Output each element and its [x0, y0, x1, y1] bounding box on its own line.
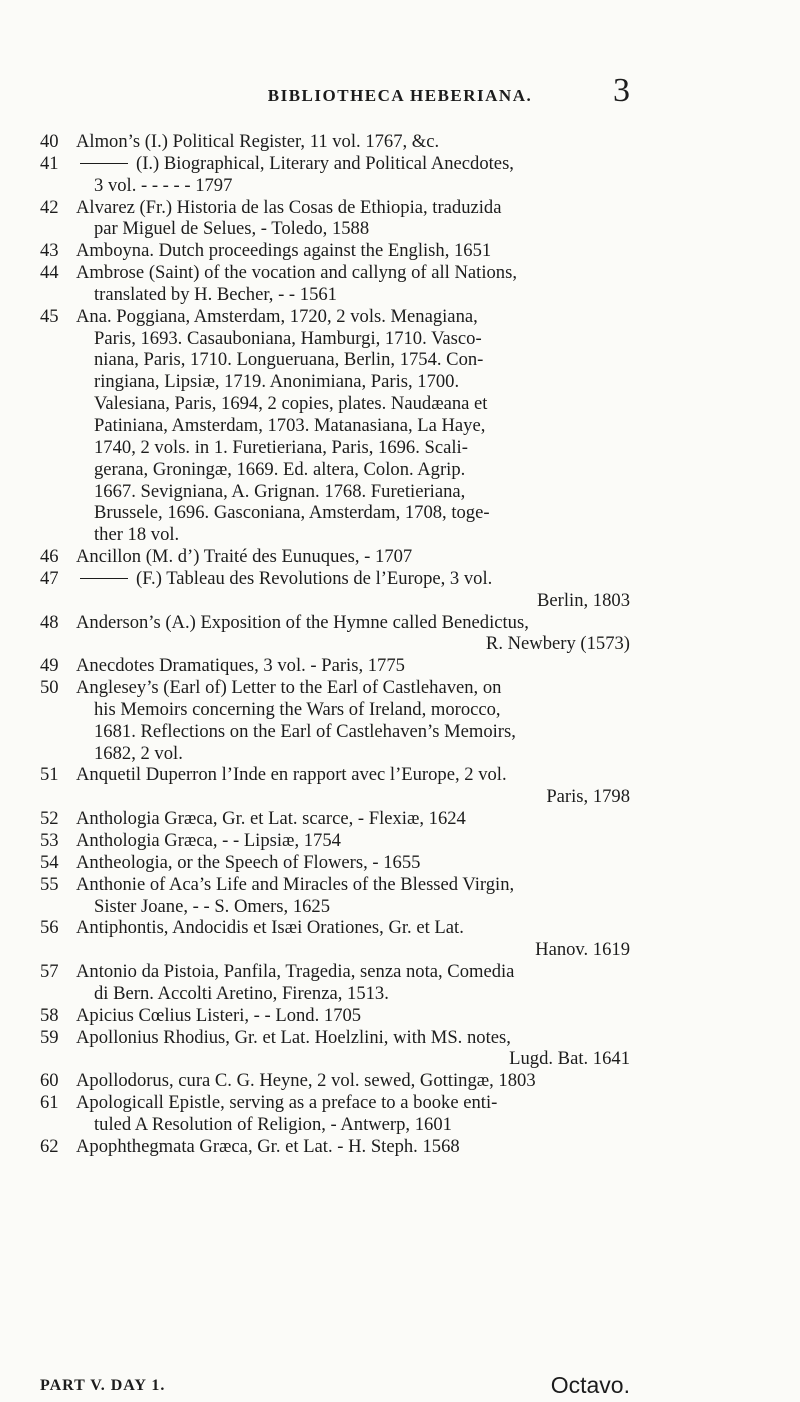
ditto-dash: [80, 578, 128, 579]
entry-text-content: niana, Paris, 1710. Longueruana, Berlin, 1754. Con-: [94, 349, 484, 371]
entry-text: [94, 699, 501, 721]
entry-text-content: Apicius Cœlius Listeri, - - Lond. 1705: [76, 1004, 362, 1026]
entry-number: 40: [40, 131, 59, 152]
entry-text: [76, 852, 420, 874]
entry-text-content: Apollodorus, cura C. G. Heyne, 2 vol. sewed, Gottingæ, 1803: [76, 1070, 536, 1092]
entry-number: 59: [40, 1026, 59, 1048]
entry-text-content: Antiphontis, Andocidis et Isæi Orationes, Gr. et Lat.: [76, 917, 464, 939]
entry-line: [40, 524, 630, 546]
entry-line: [40, 328, 630, 350]
entry-text: [76, 197, 501, 219]
entry-line: [40, 175, 630, 197]
entry-number: 60: [40, 1070, 59, 1092]
entry-text-content: Apologicall Epistle, serving as a preface to a booke enti-: [76, 1092, 498, 1114]
entry-text-content: R. Newbery (1573): [485, 633, 630, 655]
entry-text: [76, 153, 514, 175]
entry-text: [76, 1005, 361, 1027]
entry-text-content: Anquetil Duperron l’Inde en rapport avec l’Europe, 2 vol.: [76, 764, 507, 786]
catalogue-entry: [40, 677, 630, 764]
entry-line: [40, 197, 630, 219]
entry-line: [40, 786, 630, 808]
entry-text-content: Ambrose (Saint) of the vocation and callyng of all Nations,: [76, 262, 517, 284]
entry-text: [76, 874, 514, 896]
entry-text-content: Ancillon (M. d’) Traité des Eunuques, - 1707: [76, 546, 413, 568]
entry-text: [94, 1114, 452, 1136]
entry-text: [94, 393, 487, 415]
entry-text-content: 1681. Reflections on the Earl of Castlehaven’s Memoirs,: [94, 720, 516, 742]
catalogue-entry: [40, 306, 630, 546]
entry-text: [76, 1136, 460, 1158]
entry-text: [94, 983, 389, 1005]
entry-line: [40, 808, 630, 830]
entry-text: [76, 1092, 497, 1114]
entry-line: [40, 743, 630, 765]
entry-text: [76, 830, 341, 852]
entry-text: [94, 284, 337, 306]
entry-number: 49: [40, 655, 59, 677]
entry-text-content: di Bern. Accolti Aretino, Firenza, 1513.: [94, 982, 389, 1004]
entry-text-content: 1682, 2 vol.: [94, 742, 183, 764]
entry-text-content: Anthologia Græca, Gr. et Lat. scarce, - Flexiæ, 1624: [76, 808, 466, 830]
entry-line: [40, 415, 630, 437]
page-header: [0, 72, 800, 120]
entry-line: [40, 1114, 630, 1136]
entry-line: [40, 961, 630, 983]
page-number: 3: [613, 72, 630, 109]
catalogue-entry: [40, 852, 630, 874]
catalogue-entry: [40, 830, 630, 852]
entry-text: [94, 371, 459, 393]
entry-text: [486, 633, 630, 655]
entry-line: [40, 502, 630, 524]
entry-text-content: Antonio da Pistoia, Panfila, Tragedia, senza nota, Comedia: [76, 961, 515, 983]
entry-text: [76, 546, 412, 568]
entry-line: [40, 131, 630, 153]
catalogue-entry: [40, 568, 630, 612]
entry-line: [40, 153, 630, 175]
entry-text: [76, 1027, 511, 1049]
entry-line: [40, 721, 630, 743]
entry-number: 55: [40, 873, 59, 895]
entry-number: 48: [40, 611, 59, 633]
entry-text-content: Amboyna. Dutch proceedings against the English, 1651: [76, 240, 492, 262]
catalogue-entry: [40, 131, 630, 153]
entry-line: [40, 917, 630, 939]
entry-number: 50: [40, 677, 59, 699]
entry-number: 53: [40, 830, 59, 851]
catalogue-entry: [40, 197, 630, 241]
entry-line: [40, 699, 630, 721]
catalogue-entry: [40, 1005, 630, 1027]
catalogue-entry: [40, 655, 630, 677]
entry-text: [76, 306, 478, 328]
catalogue-entry: [40, 546, 630, 568]
entry-text-content: Anthonie of Aca’s Life and Miracles of the Blessed Virgin,: [76, 873, 515, 895]
entry-text: [94, 218, 369, 240]
entry-text-content: translated by H. Becher, - - 1561: [94, 283, 337, 305]
catalogue-entry: [40, 917, 630, 961]
catalogue-entry: [40, 808, 630, 830]
entry-line: [40, 983, 630, 1005]
entry-text: [76, 961, 514, 983]
entry-text: [537, 590, 630, 612]
entry-line: [40, 459, 630, 481]
entry-line: [40, 284, 630, 306]
entry-line: [40, 896, 630, 918]
catalogue-entry: [40, 874, 630, 918]
entry-line: [40, 393, 630, 415]
entry-text-content: Anderson’s (A.) Exposition of the Hymne called Benedictus,: [76, 611, 529, 633]
entry-number: 57: [40, 961, 59, 983]
entry-text-content: Berlin, 1803: [537, 589, 630, 611]
entry-text: [76, 262, 517, 284]
entry-text-content: Paris, 1798: [546, 786, 630, 808]
entry-text: [76, 764, 507, 786]
catalogue-entry: [40, 153, 630, 197]
entry-text: [94, 524, 179, 546]
entry-text: [76, 677, 501, 699]
catalogue-entry: [40, 764, 630, 808]
entry-number: 41: [40, 152, 59, 174]
entry-number: 58: [40, 1004, 59, 1026]
catalogue-entries: [40, 131, 630, 1158]
entry-text-content: Alvarez (Fr.) Historia de las Cosas de Ethiopia, traduzida: [76, 196, 502, 218]
entry-number: 51: [40, 764, 59, 786]
entry-text-content: (F.) Tableau des Revolutions de l’Europe, 3 vol.: [136, 567, 493, 589]
running-title: BIBLIOTHECA HEBERIANA.: [267, 86, 533, 105]
entry-line: [40, 371, 630, 393]
entry-text-content: tuled A Resolution of Religion, - Antwerp, 1601: [94, 1113, 452, 1135]
entry-line: [40, 852, 630, 874]
entry-text-content: Sister Joane, - - S. Omers, 1625: [94, 895, 331, 917]
entry-text: [76, 655, 405, 677]
entry-line: [40, 1092, 630, 1114]
entry-text-content: ringiana, Lipsiæ, 1719. Anonimiana, Paris, 1700.: [94, 371, 460, 393]
entry-line: [40, 655, 630, 677]
entry-line: [40, 240, 630, 262]
entry-number: 46: [40, 546, 59, 568]
entry-line: [40, 481, 630, 503]
catchword: Octavo.: [550, 1372, 630, 1398]
entry-text-content: Paris, 1693. Casauboniana, Hamburgi, 1710. Vasco-: [94, 327, 482, 349]
entry-number: 56: [40, 917, 59, 939]
entry-line: [40, 764, 630, 786]
entry-line: [40, 262, 630, 284]
entry-number: 61: [40, 1092, 59, 1114]
entry-number: 43: [40, 240, 59, 262]
entry-text-content: Ana. Poggiana, Amsterdam, 1720, 2 vols. Menagiana,: [76, 305, 478, 327]
entry-text: [76, 240, 491, 262]
entry-text-content: Antheologia, or the Speech of Flowers, - 1655: [76, 851, 421, 873]
entry-text: [76, 131, 439, 153]
entry-text: [76, 917, 464, 939]
entry-number: 62: [40, 1135, 59, 1157]
entry-text-content: Apophthegmata Græca, Gr. et Lat. - H. Steph. 1568: [76, 1135, 460, 1157]
signature-mark: PART V. DAY 1.: [40, 1377, 166, 1394]
entry-line: [40, 1027, 630, 1049]
entry-line: [40, 1070, 630, 1092]
catalogue-entry: [40, 612, 630, 656]
entry-text: [76, 1070, 536, 1092]
ditto-dash: [80, 163, 128, 164]
entry-text-content: Anglesey’s (Earl of) Letter to the Earl of Castlehaven, on: [76, 677, 502, 699]
entry-text-content: Lugd. Bat. 1641: [509, 1048, 630, 1070]
entry-line: [40, 568, 630, 590]
entry-text-content: 3 vol. - - - - - 1797: [94, 174, 233, 196]
entry-line: [40, 677, 630, 699]
entry-text-content: Anthologia Græca, - - Lipsiæ, 1754: [76, 830, 341, 851]
entry-line: [40, 1005, 630, 1027]
entry-text: [76, 612, 529, 634]
entry-text: [94, 328, 482, 350]
entry-text: [94, 743, 183, 765]
entry-text: [94, 896, 330, 918]
entry-line: [40, 1048, 630, 1070]
entry-text-content: Valesiana, Paris, 1694, 2 copies, plates. Naudæana et: [94, 393, 488, 415]
entry-line: [40, 612, 630, 634]
entry-text: [509, 1048, 630, 1070]
entry-text-content: ther 18 vol.: [94, 524, 180, 546]
entry-text: [94, 175, 232, 197]
entry-text-content: Hanov. 1619: [535, 939, 630, 961]
entry-line: [40, 874, 630, 896]
entry-number: 47: [40, 567, 59, 589]
entry-text-content: his Memoirs concerning the Wars of Ireland, morocco,: [94, 698, 501, 720]
entry-text-content: gerana, Groningæ, 1669. Ed. altera, Colon. Agrip.: [94, 458, 466, 480]
catalogue-entry: [40, 1027, 630, 1071]
entry-text-content: 1667. Sevigniana, A. Grignan. 1768. Furetieriana,: [94, 480, 466, 502]
entry-text: [94, 721, 516, 743]
catalogue-entry: [40, 1092, 630, 1136]
entry-line: [40, 349, 630, 371]
entry-line: [40, 306, 630, 328]
entry-line: [40, 590, 630, 612]
entry-text: [76, 568, 492, 590]
entry-line: [40, 218, 630, 240]
entry-text-content: Anecdotes Dramatiques, 3 vol. - Paris, 1775: [76, 655, 405, 677]
catalogue-entry: [40, 961, 630, 1005]
entry-text: [535, 939, 630, 961]
catalogue-entry: [40, 1136, 630, 1158]
entry-text-content: Almon’s (I.) Political Register, 11 vol. 1767, &c.: [76, 131, 440, 152]
entry-text-content: (I.) Biographical, Literary and Political Anecdotes,: [136, 152, 514, 174]
entry-number: 42: [40, 196, 59, 218]
entry-text: [94, 502, 490, 524]
entry-line: [40, 830, 630, 852]
entry-text-content: par Miguel de Selues, - Toledo, 1588: [94, 218, 370, 240]
entry-text: [94, 459, 465, 481]
entry-line: [40, 546, 630, 568]
entry-number: 52: [40, 808, 59, 830]
catalogue-entry: [40, 240, 630, 262]
entry-text-content: 1740, 2 vols. in 1. Furetieriana, Paris, 1696. Scali-: [94, 436, 468, 458]
entry-text: [546, 786, 630, 808]
entry-number: 45: [40, 305, 59, 327]
catalogue-entry: [40, 262, 630, 306]
entry-number: 54: [40, 851, 59, 873]
entry-text-content: Patiniana, Amsterdam, 1703. Matanasiana, La Haye,: [94, 414, 486, 436]
page-footer: [40, 1374, 630, 1400]
entry-text-content: Brussele, 1696. Gasconiana, Amsterdam, 1708, toge-: [94, 502, 490, 524]
catalogue-entry: [40, 1070, 630, 1092]
entry-number: 44: [40, 262, 59, 284]
entry-text-content: Apollonius Rhodius, Gr. et Lat. Hoelzlini, with MS. notes,: [76, 1026, 511, 1048]
entry-line: [40, 437, 630, 459]
entry-line: [40, 1136, 630, 1158]
entry-text: [76, 808, 466, 830]
entry-text: [94, 349, 483, 371]
entry-text: [94, 415, 485, 437]
entry-text: [94, 437, 468, 459]
entry-line: [40, 939, 630, 961]
entry-text: [94, 481, 465, 503]
entry-line: [40, 633, 630, 655]
